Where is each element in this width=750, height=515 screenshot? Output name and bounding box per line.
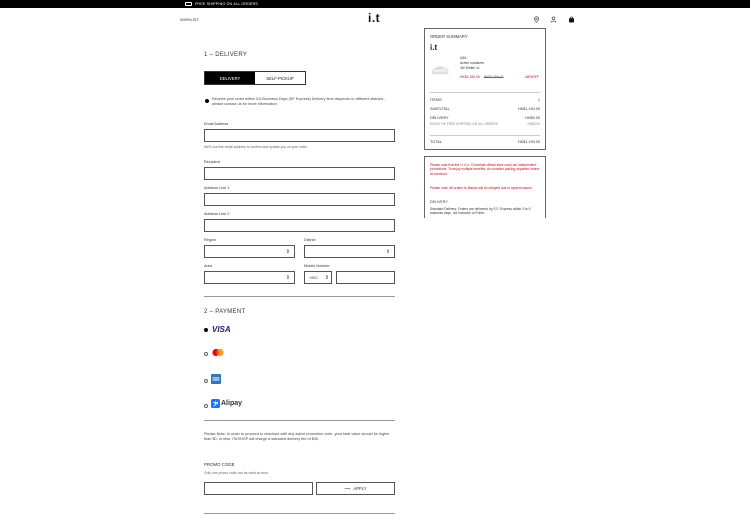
order-summary-title: ORDER SUMMARY [430,34,468,39]
promotion-notice: Please note that the i.t i.t.s. Chocolate official sites carry out independent promotions. To enjoy multiple benefits, do consider placing separate orders at checkout. [430,163,540,176]
product-brand: A&K [460,56,467,60]
mastercard-logo[interactable] [211,348,225,358]
promo-code-input[interactable] [204,482,313,495]
delivery-value: HK$0.00 [525,116,540,120]
address2-label: Address Line 2 [204,212,230,216]
amex-radio[interactable] [204,379,208,383]
delivery-section-title: 1 – DELIVERY [204,52,248,58]
alipay-label: Alipay [221,400,243,407]
chevron-down-icon: ⇕ [324,275,329,281]
email-label: Email Address [204,122,229,126]
apply-promo-button[interactable] [316,482,395,495]
order-summary-panel [424,28,546,150]
tab-delivery[interactable]: DELIVERY [205,72,255,84]
delivery-label: DELIVERY [430,116,449,120]
area-label: Area [204,264,213,268]
amex-logo[interactable] [211,374,221,384]
delivery-option-radio[interactable] [205,99,209,103]
notice-panel [424,156,546,218]
total-label: TOTAL [430,140,442,144]
alipay-logo[interactable] [211,399,242,408]
area-select[interactable] [204,271,295,284]
sale-price: HK$1,190.00 [460,75,480,79]
delivery-info-text: Standard Delivery: Orders are delivered by S.F. Express within 3 to 5 business days, not inclusive of Public [430,207,531,216]
announcement-bar [0,0,750,8]
summary-divider [430,92,540,93]
brand-logo: i.t [430,43,438,52]
subtotal-row [430,107,540,111]
mobile-number-field[interactable] [336,271,395,284]
mobile-label: Mobile Number [304,264,330,268]
items-label: ITEMS [430,98,442,102]
original-price: HK$2,299.00 [483,75,504,79]
promo-code-title: PROMO CODE [204,462,235,467]
total-row [430,140,540,144]
product-thumbnail[interactable] [430,62,450,76]
address1-label: Address Line 1 [204,186,230,190]
promo-code-hint: Only one promo code can be used at once. [204,471,269,475]
district-label: District [304,238,316,242]
delivery-info-title: DELIVERY [430,200,448,204]
product-price [460,75,504,79]
product-info [460,56,484,71]
announcement-text: FREE SHIPPING ON ALL ORDERS [195,2,258,6]
mastercard-radio[interactable] [204,352,208,356]
country-code-value: +852 [309,275,318,280]
section-divider [204,296,395,297]
section-divider [204,513,395,514]
site-logo[interactable]: i.t [368,11,381,25]
location-icon[interactable] [532,15,540,23]
items-count: 1 [537,98,540,102]
delivery-method-tabs [204,71,306,85]
payment-section-title: 2 – PAYMENT [204,309,246,315]
total-value: HK$1,190.00 [517,140,540,144]
user-icon[interactable] [549,15,557,23]
product-variant: 36/ White/ x1 [460,66,480,70]
address-line-2-field[interactable] [204,219,395,232]
delivery-option-text: Receive your order within 3-5 Business Days (SF Express) Delivery time depends on different districts , please contact us for more information. [212,97,386,106]
recipient-label: Recipient [204,160,220,164]
arrow-right-icon: ⟶ [344,486,351,491]
subtotal-label: SUBTOTAL [430,107,450,111]
district-select[interactable] [304,245,395,258]
chevron-down-icon: ⇕ [285,249,290,255]
visa-radio[interactable] [204,328,208,332]
apply-button-label: APPLY [353,486,367,491]
region-label: Region [204,238,217,242]
truck-icon [185,2,192,6]
items-row [430,98,540,102]
region-select[interactable] [204,245,295,258]
delivery-note: ENJOY HK FREE SHIPPING ON ALL ORDERS [430,122,498,126]
delivery-row [430,116,540,120]
wishlist-link[interactable]: WISHLIST [180,17,199,22]
macau-notice: Please note: All orders to Macau will be delayed due to system issues. [430,186,533,190]
discount-badge: -48%OFF [524,75,539,79]
product-name: Active sneakers [460,61,484,65]
delivery-note-row [430,122,540,126]
alipay-radio[interactable] [204,404,208,408]
subtotal-value: HK$1,190.00 [517,107,540,111]
address-line-1-field[interactable] [204,193,395,206]
delivery-note-value: -HK$0.00 [526,122,540,126]
summary-divider [430,135,540,136]
email-field[interactable] [204,129,395,142]
section-divider [204,420,395,421]
bag-icon[interactable] [567,15,575,23]
promo-policy-note: Please Note: In order to proceed to checkout with any active promotion code, your total value should be higher than $0, or else, ITeSHOP will charge a standard delivery fee of $30. [204,432,390,441]
visa-logo[interactable]: VISA [212,325,231,334]
chevron-down-icon: ⇕ [385,249,390,255]
recipient-field[interactable] [204,167,395,180]
country-code-select[interactable] [304,271,332,284]
chevron-down-icon: ⇕ [285,275,290,281]
email-hint: We'll use this email address to confirm and update you on your order. [204,145,308,149]
tab-self-pickup[interactable]: SELF-PICKUP [266,75,294,81]
